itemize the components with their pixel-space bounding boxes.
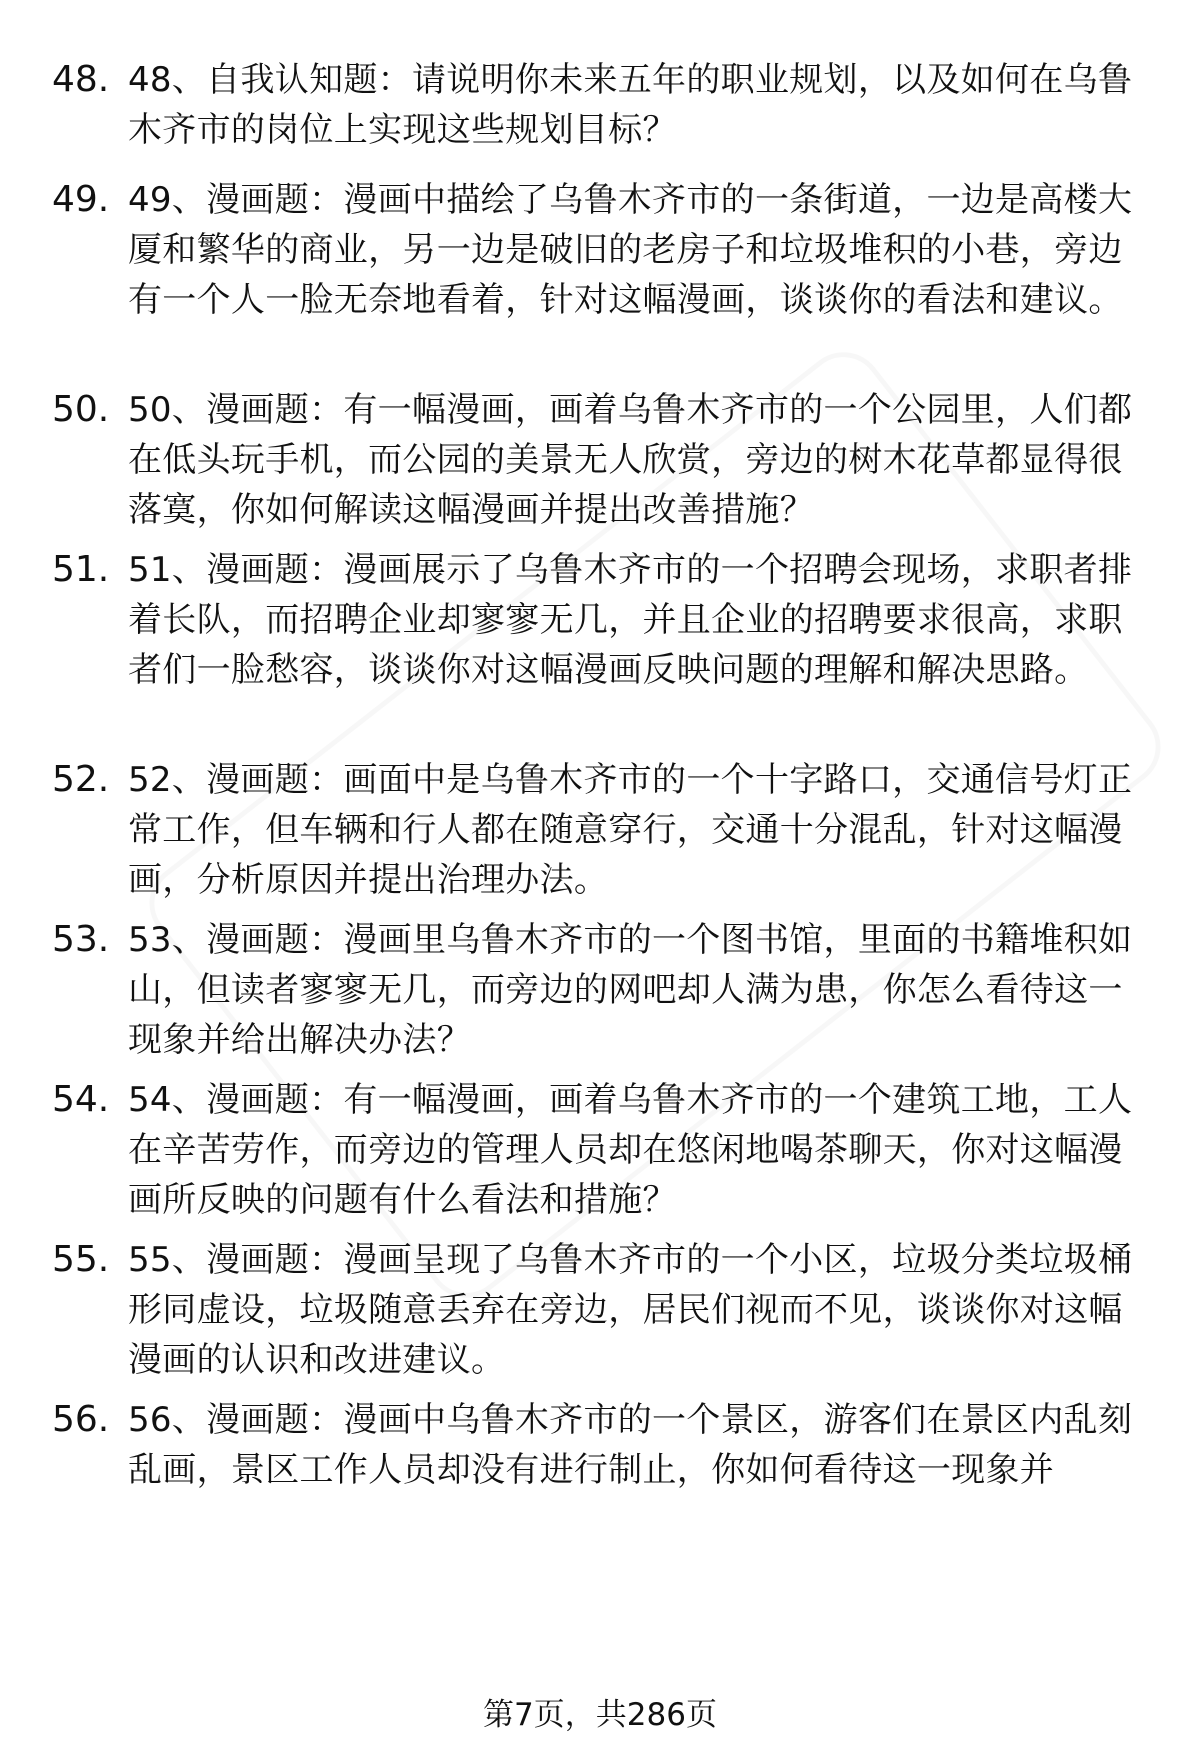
question-number: 56. bbox=[52, 1399, 110, 1440]
question-text: 54、漫画题：有一幅漫画，画着乌鲁木齐市的一个建筑工地，工人在辛苦劳作，而旁边的管理人员却在悠闲地喝茶聊天，你对这幅漫画所反映的问题有什么看法和措施？ bbox=[128, 1080, 1133, 1220]
question-text: 49、漫画题：漫画中描绘了乌鲁木齐市的一条街道，一边是高楼大厦和繁华的商业，另一边是破旧的老房子和垃圾堆积的小巷，旁边有一个人一脸无奈地看着，针对这幅漫画，谈谈你的看法和建议。 bbox=[128, 180, 1133, 320]
question-text: 53、漫画题：漫画里乌鲁木齐市的一个图书馆，里面的书籍堆积如山，但读者寥寥无几，而旁边的网吧却人满为患，你怎么看待这一现象并给出解决办法？ bbox=[128, 920, 1133, 1060]
question-number: 50. bbox=[52, 389, 110, 430]
question-number: 51. bbox=[52, 549, 110, 590]
page-footer: 第7页，共286页 bbox=[483, 1697, 717, 1733]
question-text: 56、漫画题：漫画中乌鲁木齐市的一个景区，游客们在景区内乱刻乱画，景区工作人员却没有进行制止，你如何看待这一现象并 bbox=[128, 1400, 1133, 1490]
question-text: 48、自我认知题：请说明你未来五年的职业规划，以及如何在乌鲁木齐市的岗位上实现这些规划目标？ bbox=[128, 60, 1133, 150]
question-number: 52. bbox=[52, 759, 110, 800]
question-text: 51、漫画题：漫画展示了乌鲁木齐市的一个招聘会现场，求职者排着长队，而招聘企业却寥寥无几，并且企业的招聘要求很高，求职者们一脸愁容，谈谈你对这幅漫画反映问题的理解和解决思路。 bbox=[128, 550, 1133, 690]
question-number: 48. bbox=[52, 59, 110, 100]
question-number: 55. bbox=[52, 1239, 110, 1280]
question-text: 52、漫画题：画面中是乌鲁木齐市的一个十字路口，交通信号灯正常工作，但车辆和行人都在随意穿行，交通十分混乱，针对这幅漫画，分析原因并提出治理办法。 bbox=[128, 760, 1133, 900]
question-number: 49. bbox=[52, 179, 110, 220]
question-text: 50、漫画题：有一幅漫画，画着乌鲁木齐市的一个公园里，人们都在低头玩手机，而公园的美景无人欣赏，旁边的树木花草都显得很落寞，你如何解读这幅漫画并提出改善措施？ bbox=[128, 390, 1133, 530]
question-number: 53. bbox=[52, 919, 110, 960]
question-number: 54. bbox=[52, 1079, 110, 1120]
question-text: 55、漫画题：漫画呈现了乌鲁木齐市的一个小区，垃圾分类垃圾桶形同虚设，垃圾随意丢弃在旁边，居民们视而不见，谈谈你对这幅漫画的认识和改进建议。 bbox=[128, 1240, 1133, 1380]
